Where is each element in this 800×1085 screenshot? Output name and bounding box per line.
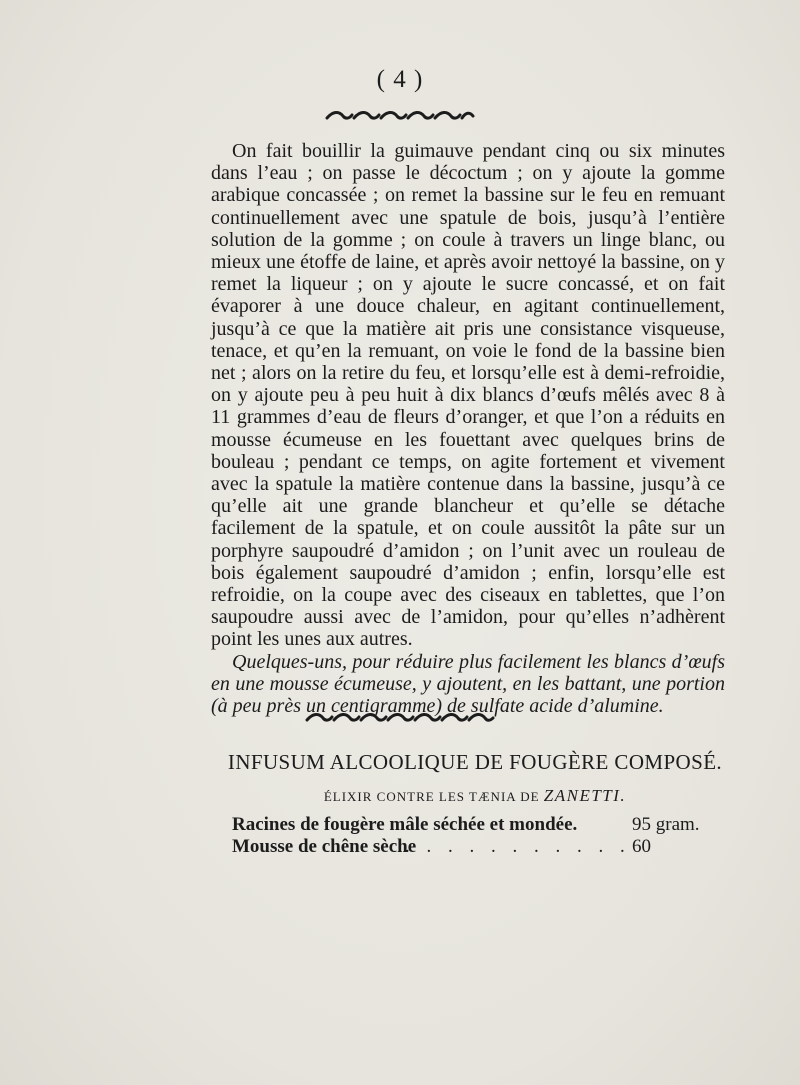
paragraph-note: Quelques-uns, pour réduire plus facilement les blancs d’œufs en une mousse écumeuse, y ajoutent, en les battant, une portion (à peu près un centigramme) de sulfate acide d’alumine. <box>211 650 725 718</box>
subtitle-author: ZANETTI. <box>543 786 627 805</box>
ornament-rule-middle <box>0 712 800 724</box>
paragraph-recipe: On fait bouillir la guimauve pendant cinq ou six minutes dans l’eau ; on passe le décoctum ; on y ajoute la gomme arabique concassée ; on remet la bassine sur le feu en remuant continuellement avec une spatule de bois, jusqu’à l’entière solution de la gomme ; on coule à travers un linge blanc, ou mieux une étoffe de laine, et après avoir nettoyé la bassine, on y remet la liqueur ; on y ajoute le sucre concassé, et on fait évaporer à une douce chaleur, en agitant continuellement, jusqu’à ce que la matière ait pris une consistance visqueuse, tenace, et qu’en la remuant, on voie le fond de la bassine bien net ; alors on la retire du feu, et lorsqu’elle est à demi-refroidie, on y ajoute peu à peu huit à dix blancs d’œufs mêlés avec 8 à 11 grammes d’eau de fleurs d’oranger, et que l’on a réduits en mousse écumeuse en les fouettant avec quelques brins de bouleau ; pendant ce temps, on agite fortement et vivement avec la spatule la matière contenue dans la bassine, jusqu’à ce qu’elle ait une grande blancheur et qu’elle se détache facilement de la spatule, et on coule aussitôt la pâte sur un porphyre saupoudré d’amidon ; on l’unit avec un rouleau de bois également saupoudré d’amidon ; enfin, lorsqu’elle est refroidie, on la coupe avec des ciseaux en tablettes, que l’on saupoudre aussi avec de l’amidon, pour qu’elles n’adhèrent point les unes aux autres. <box>211 140 725 651</box>
ornament-rule-top <box>0 110 800 122</box>
ingredient-name: Racines de fougère mâle séchée et mondée. <box>232 814 578 835</box>
main-text <box>211 140 725 717</box>
section-title: INFUSUM ALCOOLIQUE DE FOUGÈRE COMPOSÉ. <box>227 750 723 774</box>
ingredient-leader-dots: . . . . . . . . . . . <box>405 836 631 857</box>
ingredient-quantity: 95 gram. <box>632 814 700 835</box>
ingredient-name: Mousse de chêne sèche <box>232 836 417 857</box>
section-subtitle <box>210 786 740 806</box>
ingredient-row <box>232 836 732 858</box>
ingredient-row <box>232 814 732 836</box>
ingredient-list <box>232 814 732 858</box>
ingredient-quantity: 60 <box>632 836 651 857</box>
page-number: ( 4 ) <box>376 66 424 93</box>
subtitle-text: ÉLIXIR CONTRE LES TÆNIA DE <box>323 789 540 804</box>
